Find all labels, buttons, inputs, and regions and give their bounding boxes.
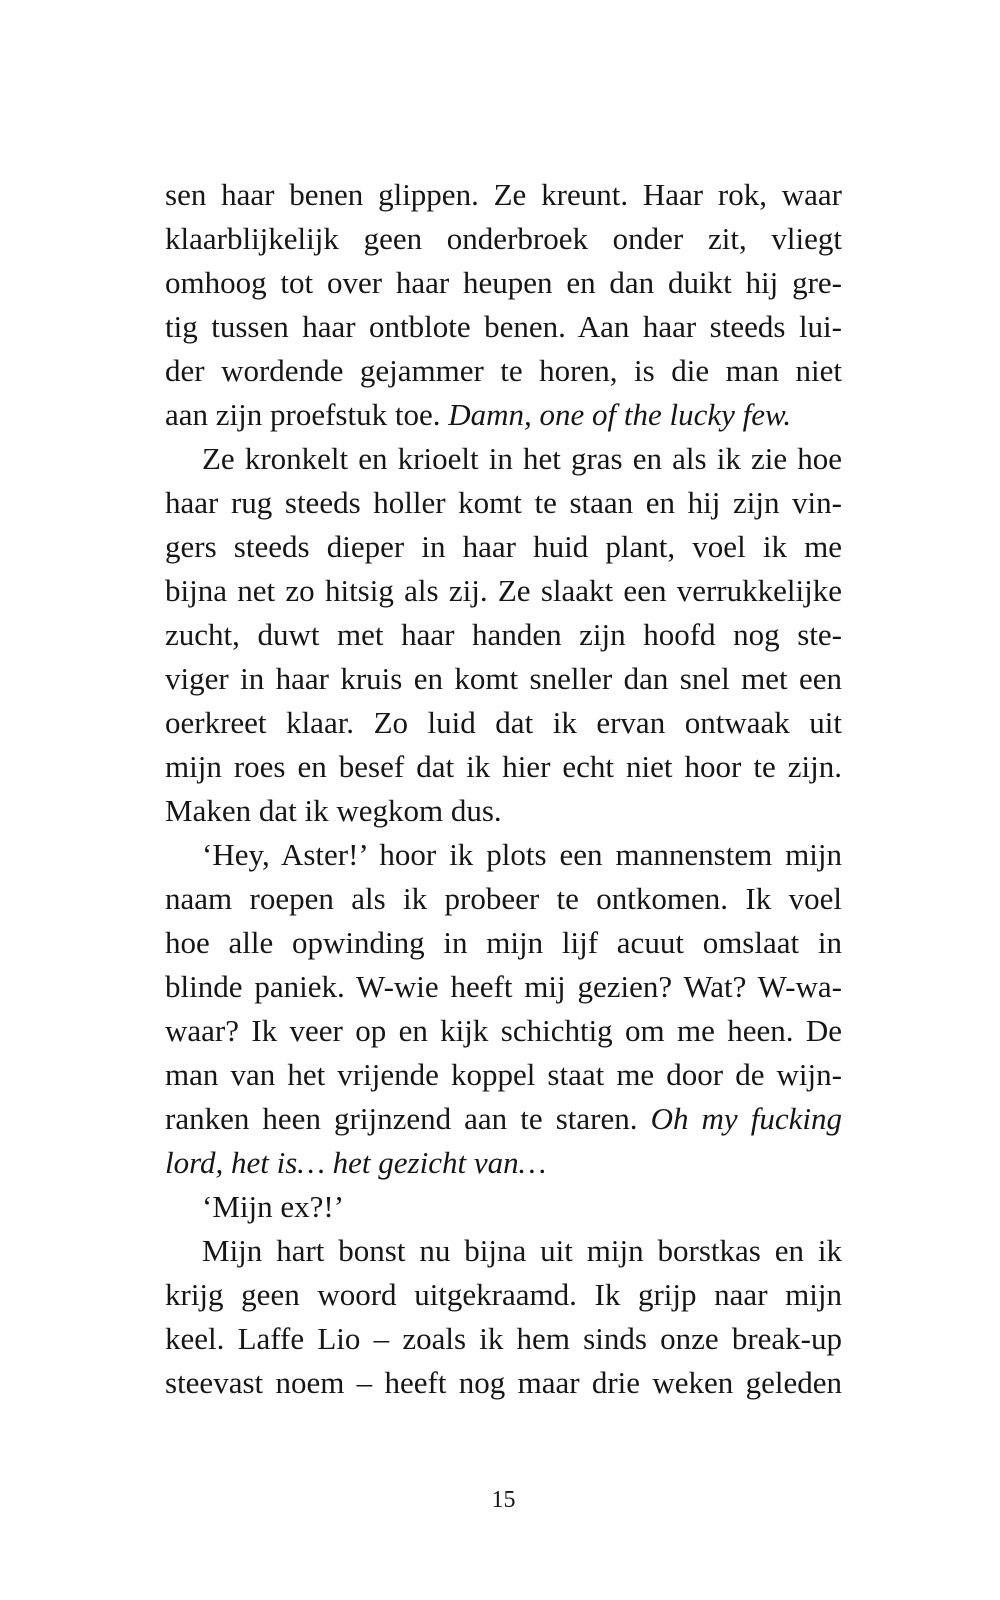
text-line: naam roepen als ik probeer te ontkomen. Ik voel xyxy=(165,881,842,916)
text-line xyxy=(165,1141,842,1185)
text-line: man van het vrijende koppel staat me door de wijn- xyxy=(165,1057,842,1092)
text-line: ‘Mijn ex?!’ xyxy=(202,1189,345,1224)
text-line: klaarblijkelijk geen onderbroek onder zit, vliegt xyxy=(165,221,842,256)
italic-phrase: lord, het is… het gezicht van… xyxy=(165,1145,547,1180)
text-line: krijg geen woord uitgekraamd. Ik grijp naar mijn xyxy=(165,1277,842,1312)
paragraph xyxy=(165,833,842,1185)
text-line xyxy=(165,1097,842,1141)
paragraph xyxy=(165,1229,842,1405)
text-line xyxy=(165,393,842,437)
line-text: aan zijn proefstuk toe. xyxy=(165,397,441,432)
text-line: Mijn hart bonst nu bijna uit mijn borstkas en ik xyxy=(202,1233,842,1268)
text-line: mijn roes en besef dat ik hier echt niet hoor te zijn. xyxy=(165,749,842,784)
text-line: keel. Laffe Lio – zoals ik hem sinds onze break-up xyxy=(165,1321,842,1356)
line-text: ranken heen grijnzend aan te staren. xyxy=(165,1101,638,1136)
text-line: haar rug steeds holler komt te staan en hij zijn vin- xyxy=(165,485,842,520)
text-line: Ze kronkelt en krioelt in het gras en als ik zie hoe xyxy=(202,441,842,476)
text-line: steevast noem – heeft nog maar drie weken geleden xyxy=(165,1365,842,1400)
paragraph xyxy=(165,173,842,437)
text-line: gers steeds dieper in haar huid plant, voel ik me xyxy=(165,529,842,564)
text-line: Maken dat ik wegkom dus. xyxy=(165,793,502,828)
text-line: ‘Hey, Aster!’ hoor ik plots een mannenstem mijn xyxy=(202,837,842,872)
text-line: oerkreet klaar. Zo luid dat ik ervan ontwaak uit xyxy=(165,705,842,740)
text-line: viger in haar kruis en komt sneller dan snel met een xyxy=(165,661,842,696)
text-line: omhoog tot over haar heupen en dan duikt hij gre- xyxy=(165,265,842,300)
text-line: tig tussen haar ontblote benen. Aan haar steeds lui- xyxy=(165,309,842,344)
text-line: waar? Ik veer op en kijk schichtig om me heen. De xyxy=(165,1013,842,1048)
text-line: hoe alle opwinding in mijn lijf acuut omslaat in xyxy=(165,925,842,960)
text-line: sen haar benen glippen. Ze kreunt. Haar rok, waar xyxy=(165,177,842,212)
text-line: blinde paniek. W-wie heeft mij gezien? Wat? W-wa- xyxy=(165,969,842,1004)
text-block xyxy=(165,173,842,1405)
paragraph xyxy=(165,437,842,833)
italic-phrase: Oh my fucking xyxy=(650,1101,842,1136)
text-line: bijna net zo hitsig als zij. Ze slaakt een verrukkelijke xyxy=(165,573,842,608)
text-line: zucht, duwt met haar handen zijn hoofd nog ste- xyxy=(165,617,842,652)
page-number: 15 xyxy=(491,1487,516,1513)
text-line: der wordende gejammer te horen, is die man niet xyxy=(165,353,842,388)
paragraph xyxy=(165,1185,842,1229)
italic-phrase: Damn, one of the lucky few. xyxy=(448,397,792,432)
